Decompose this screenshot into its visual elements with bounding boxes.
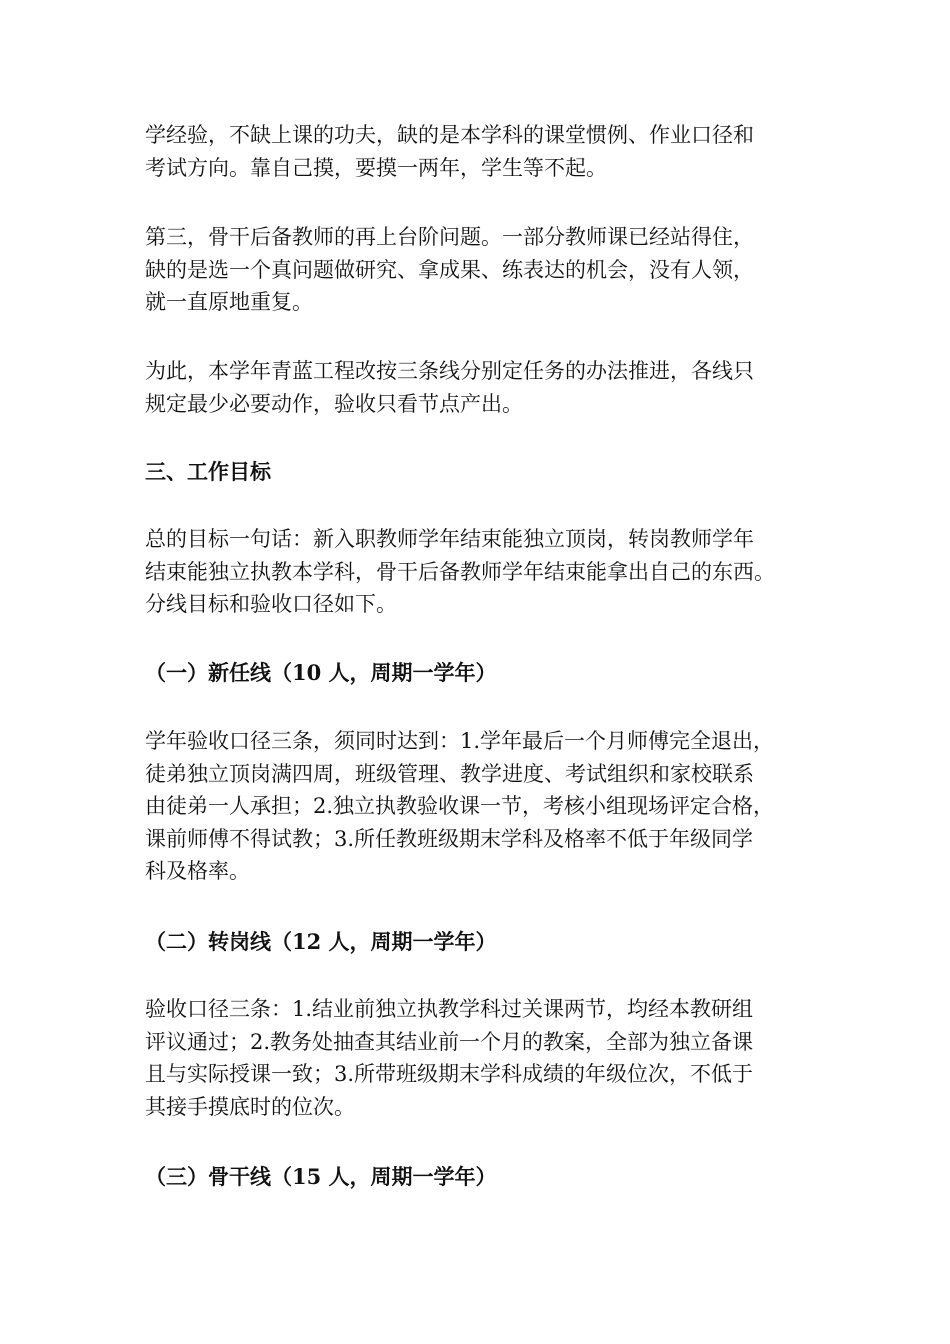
paragraph-new-teacher-criteria bbox=[145, 725, 810, 888]
heading-text: （一）新任线（10 人，周期一学年） bbox=[145, 660, 497, 685]
text-line: 验收口径三条：1.结业前独立执教学科过关课两节，均经本教研组 bbox=[145, 997, 754, 1021]
text-line: 规定最少必要动作，验收只看节点产出。 bbox=[145, 391, 523, 416]
text-line: 总的目标一句话：新入职教师学年结束能独立顶岗，转岗教师学年 bbox=[145, 527, 754, 551]
section-heading-goals bbox=[145, 456, 810, 489]
subheading-new-teachers bbox=[145, 657, 810, 690]
subheading-transfer-teachers bbox=[145, 926, 810, 959]
text-line: 其接手摸底时的位次。 bbox=[145, 1094, 355, 1119]
text-line: 评议通过；2.教务处抽查其结业前一个月的教案，全部为独立备课 bbox=[145, 1029, 754, 1054]
text-line: 徒弟独立顶岗满四周，班级管理、教学进度、考试组织和家校联系 bbox=[145, 761, 754, 786]
text-line: 学经验，不缺上课的功夫，缺的是本学科的课堂惯例、作业口径和 bbox=[145, 123, 754, 147]
paragraph-teaching-experience bbox=[145, 119, 810, 184]
text-line: 结束能独立执教本学科，骨干后备教师学年结束能拿出自己的东西。 bbox=[145, 559, 775, 584]
heading-text: （三）骨干线（15 人，周期一学年） bbox=[145, 1164, 497, 1189]
text-line: 学年验收口径三条，须同时达到：1.学年最后一个月师傅完全退出， bbox=[145, 729, 775, 753]
paragraph-third-problem bbox=[145, 221, 810, 319]
paragraph-transfer-criteria bbox=[145, 993, 810, 1123]
paragraph-approach bbox=[145, 355, 810, 420]
text-line: 缺的是选一个真问题做研究、拿成果、练表达的机会，没有人领， bbox=[145, 257, 754, 282]
subheading-backbone-teachers bbox=[145, 1161, 810, 1194]
text-line: 且与实际授课一致；3.所带班级期末学科成绩的年级位次，不低于 bbox=[145, 1062, 754, 1086]
text-line: 为此，本学年青蓝工程改按三条线分别定任务的办法推进，各线只 bbox=[145, 359, 754, 383]
text-line: 由徒弟一人承担；2.独立执教验收课一节，考核小组现场评定合格， bbox=[145, 794, 775, 818]
heading-text: （二）转岗线（12 人，周期一学年） bbox=[145, 929, 497, 954]
text-line: 分线目标和验收口径如下。 bbox=[145, 592, 397, 616]
paragraph-overall-goal bbox=[145, 523, 810, 621]
text-line: 考试方向。靠自己摸，要摸一两年，学生等不起。 bbox=[145, 155, 607, 180]
text-line: 科及格率。 bbox=[145, 859, 250, 883]
heading-text: 三、工作目标 bbox=[145, 459, 271, 484]
text-line: 第三，骨干后备教师的再上台阶问题。一部分教师课已经站得住， bbox=[145, 225, 754, 249]
text-line: 就一直原地重复。 bbox=[145, 290, 313, 314]
text-line: 课前师傅不得试教；3.所任教班级期末学科及格率不低于年级同学 bbox=[145, 826, 754, 851]
